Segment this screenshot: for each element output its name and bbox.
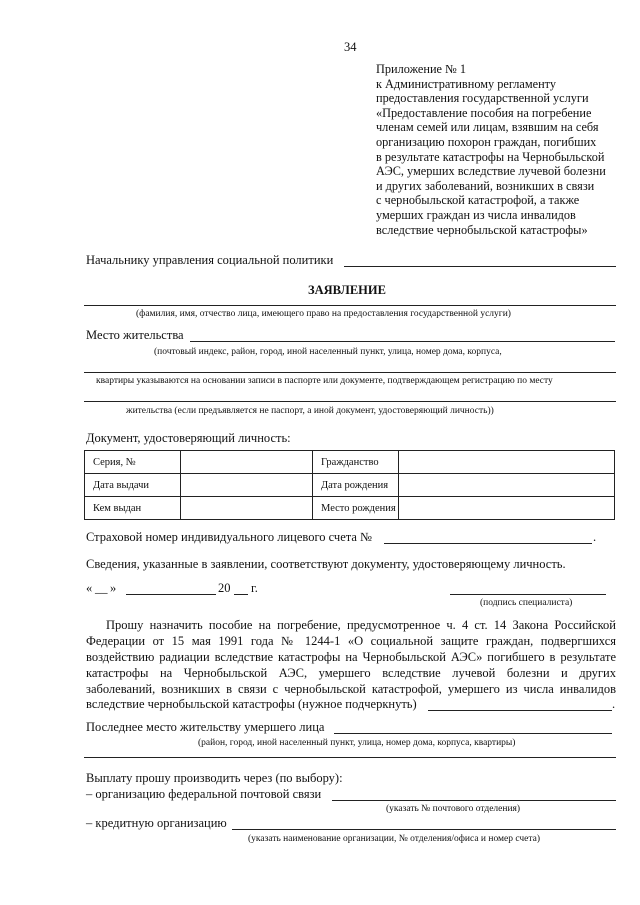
request-line-1: Прошу назначить пособие на погребение, предусмотренное ч. 4 ст. 14 Закона Российской (106, 618, 616, 632)
table-row (85, 474, 615, 497)
form-title: ЗАЯВЛЕНИЕ (308, 283, 386, 297)
table-input-cell[interactable] (399, 451, 615, 474)
postal-office-field[interactable] (332, 800, 616, 801)
verify-text: Сведения, указанные в заявлении, соответствуют документу, удостоверяющему личность. (86, 557, 566, 571)
date-year-field[interactable] (234, 594, 248, 595)
request-choice-field[interactable] (428, 710, 612, 711)
annex-line: «Предоставление пособия на погребение (376, 105, 592, 120)
date-month-field[interactable] (126, 594, 216, 595)
page-number: 34 (344, 40, 357, 54)
table-input-cell[interactable] (181, 451, 313, 474)
table-row (85, 451, 615, 474)
table-label-cell: Кем выдан (85, 497, 181, 520)
residence-hint-2: квартиры указываются на основании записи в паспорте или документе, подтверждающем регистрацию по месту (96, 376, 553, 386)
date-close: » (110, 581, 117, 595)
date-day-blank[interactable]: __ (95, 581, 108, 595)
postal-office-hint: (указать № почтового отделения) (386, 804, 521, 814)
table-label-cell: Дата рождения (313, 474, 399, 497)
residence-field-2[interactable] (84, 372, 616, 373)
signature-field[interactable] (450, 594, 606, 595)
payment-label: Выплату прошу производить через (по выбору): (86, 771, 343, 785)
annex-line: организацию похорон граждан, погибших (376, 134, 597, 149)
request-end: . (612, 697, 616, 711)
date-year-prefix: 20 (218, 581, 231, 595)
request-line-5: заболеваний, возникших в связи с чернобыльской катастрофой, умершего из числа инвалидов (86, 682, 616, 696)
addressee-field[interactable] (344, 266, 616, 267)
annex-line: Приложение № 1 (376, 62, 467, 76)
residence-label: Место жительства (86, 328, 184, 342)
snils-label: Страховой номер индивидуального лицевого счета № (86, 530, 372, 544)
date-year-suffix: г. (251, 581, 258, 595)
annex-line: и других заболеваний, возникших в связи (376, 178, 595, 193)
credit-org-field[interactable] (232, 829, 616, 830)
payment-credit-label: – кредитную организацию (86, 816, 227, 830)
last-residence-label: Последнее место жительству умершего лица (86, 720, 325, 734)
residence-field[interactable] (190, 341, 615, 342)
residence-hint-1: (почтовый индекс, район, город, иной населенный пункт, улица, номер дома, корпуса, (154, 347, 502, 357)
payment-postal-label: – организацию федеральной почтовой связи (86, 787, 322, 801)
snils-end: . (593, 530, 597, 544)
annex-line: предоставления государственной услуги (376, 91, 589, 106)
request-line-6: вследствие чернобыльской катастрофы (нужное подчеркнуть) (86, 697, 417, 711)
credit-org-hint: (указать наименование организации, № отделения/офиса и номер счета) (248, 834, 541, 844)
snils-field[interactable] (384, 543, 592, 544)
request-line-4: катастрофы на Чернобыльской АЭС, умершего вследствие лучевой болезни и других (86, 666, 616, 680)
id-doc-label: Документ, удостоверяющий личность: (86, 431, 291, 445)
annex-line: вследствие чернобыльской катастрофы» (376, 222, 588, 237)
residence-hint-3: жительства (если предъявляется не паспорт, а иной документ, удостоверяющий личность)) (126, 406, 494, 416)
addressee-label: Начальнику управления социальной политики (86, 253, 334, 267)
table-label-cell: Серия, № (85, 451, 181, 474)
table-input-cell[interactable] (399, 497, 615, 520)
table-row (85, 497, 615, 520)
annex-line: умерших граждан из числа инвалидов (376, 207, 576, 222)
signature-hint: (подпись специалиста) (480, 598, 573, 608)
residence-field-3[interactable] (84, 401, 616, 402)
table-label-cell: Гражданство (313, 451, 399, 474)
table-label-cell: Место рождения (313, 497, 399, 520)
last-residence-hint: (район, город, иной населенный пункт, улица, номер дома, корпуса, квартиры) (198, 738, 516, 748)
annex-line: в результате катастрофы на Чернобыльской (376, 149, 605, 164)
applicant-name-field[interactable] (84, 305, 616, 306)
last-residence-field-2[interactable] (84, 757, 616, 758)
table-input-cell[interactable] (181, 474, 313, 497)
last-residence-field[interactable] (334, 733, 612, 734)
annex-line: АЭС, умерших вследствие лучевой болезни (376, 164, 606, 179)
date-open: « (86, 581, 93, 595)
request-line-3: воздействию радиации вследствие катастрофы на Чернобыльской АЭС» погибшего в результате (86, 650, 616, 664)
request-line-2: Федерации от 15 мая 1991 года № 1244-1 «О социальной защите граждан, подвергшихся (86, 634, 616, 648)
table-input-cell[interactable] (181, 497, 313, 520)
table-label-cell: Дата выдачи (85, 474, 181, 497)
annex-line: с чернобыльской катастрофой, а также (376, 193, 580, 208)
applicant-name-hint: (фамилия, имя, отчество лица, имеющего право на предоставления государственной услуги) (136, 309, 511, 319)
annex-line: к Административному регламенту (376, 76, 557, 91)
annex-header (376, 62, 606, 237)
id-doc-table (84, 450, 615, 520)
annex-line: членам семей или лицам, взявшим на себя (376, 120, 599, 135)
table-input-cell[interactable] (399, 474, 615, 497)
